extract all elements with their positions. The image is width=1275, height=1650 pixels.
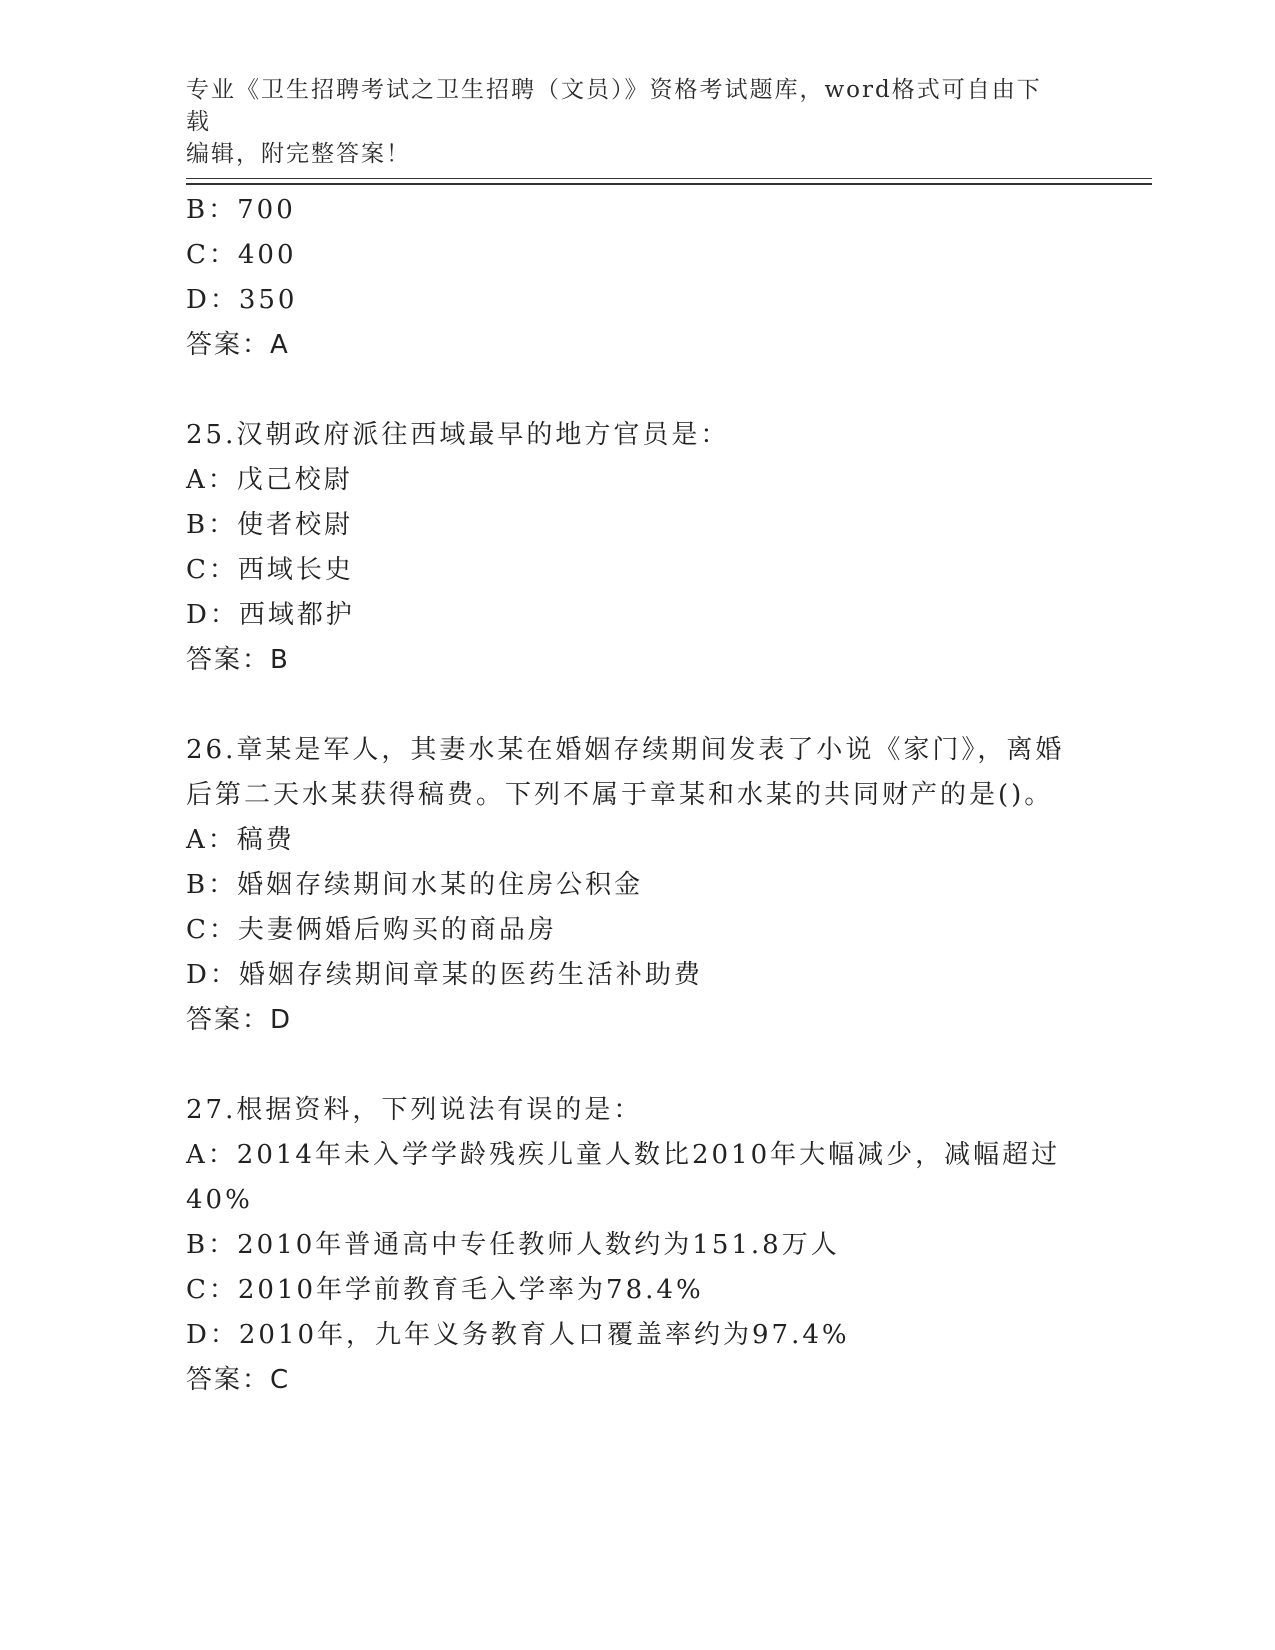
q27-option-b: B：2010年普通高中专任教师人数约为151.8万人 bbox=[186, 1230, 840, 1260]
q27-option-d: D：2010年，九年义务教育人口覆盖率约为97.4% bbox=[186, 1320, 850, 1350]
header-line-1: 专业《卫生招聘考试之卫生招聘（文员）》资格考试题库，word格式可自由下载 bbox=[186, 77, 1042, 135]
q25-stem: 25.汉朝政府派往西域最早的地方官员是： bbox=[186, 420, 730, 450]
header-line-2: 编辑，附完整答案！ bbox=[186, 141, 411, 167]
q26-option-a: A：稿费 bbox=[186, 825, 295, 855]
q26-stem-line-2: 后第二天水某获得稿费。下列不属于章某和水某的共同财产的是()。 bbox=[186, 780, 1054, 810]
q27-option-a-line-2: 40% bbox=[186, 1185, 253, 1215]
q27-option-c: C：2010年学前教育毛入学率为78.4% bbox=[186, 1275, 704, 1305]
q25-option-b: B：使者校尉 bbox=[186, 510, 354, 540]
q24-answer: 答案：A bbox=[186, 330, 290, 360]
q25-answer: 答案：B bbox=[186, 645, 290, 675]
q24-option-d: D：350 bbox=[186, 285, 298, 315]
q26-option-b: B：婚姻存续期间水某的住房公积金 bbox=[186, 870, 644, 900]
q27-answer: 答案：C bbox=[186, 1365, 291, 1395]
q24-option-b: B：700 bbox=[186, 195, 296, 225]
header-divider-thick bbox=[186, 183, 1152, 185]
q25-option-a: A：戊己校尉 bbox=[186, 465, 353, 495]
q27-stem: 27.根据资料，下列说法有误的是： bbox=[186, 1095, 643, 1125]
document-header bbox=[186, 74, 1066, 170]
q26-answer: 答案：D bbox=[186, 1005, 293, 1035]
q26-option-c: C：夫妻俩婚后购买的商品房 bbox=[186, 915, 557, 945]
q24-option-c: C：400 bbox=[186, 240, 297, 270]
q26-stem-line-1: 26.章某是军人，其妻水某在婚姻存续期间发表了小说《家门》，离婚 bbox=[186, 735, 1065, 765]
header-divider-thin bbox=[186, 178, 1152, 179]
q25-option-d: D：西域都护 bbox=[186, 600, 355, 630]
q26-option-d: D：婚姻存续期间章某的医药生活补助费 bbox=[186, 960, 703, 990]
q25-option-c: C：西域长史 bbox=[186, 555, 354, 585]
q27-option-a-line-1: A：2014年未入学学龄残疾儿童人数比2010年大幅减少，减幅超过 bbox=[186, 1140, 1061, 1170]
